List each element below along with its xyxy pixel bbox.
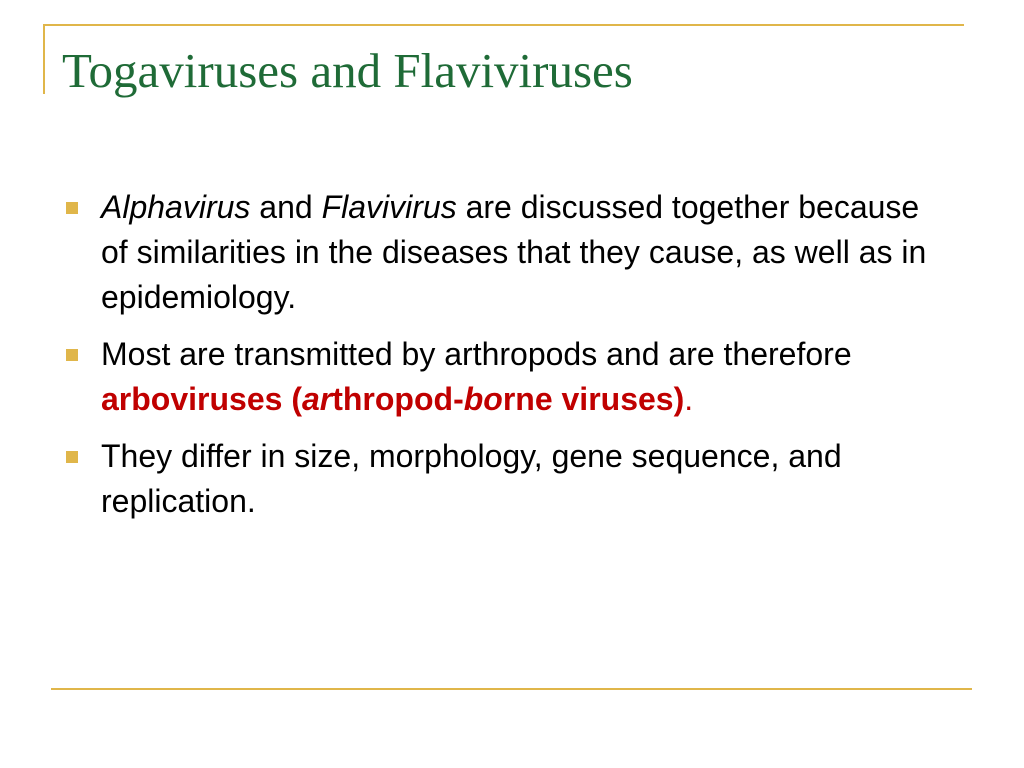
bullet-2-highlight-a: arboviruses ( [101,381,302,417]
bullet-2-period: . [684,381,694,417]
bullet-2-highlight-ar: ar [301,381,333,417]
top-rule [43,24,964,26]
bullet-2-highlight-bo: bo [463,381,503,417]
bullet-item-2 [62,332,952,422]
bullet-1-italic-flavivirus: Flavivirus [321,189,457,225]
bullet-item-3 [62,434,952,524]
slide-title: Togaviruses and Flaviviruses [62,43,633,98]
bullet-3-text: They differ in size, morphology, gene sequence, and replication. [101,438,842,519]
bullet-2-text: Most are transmitted by arthropods and are therefore [101,336,852,372]
bullet-1-italic-alphavirus: Alphavirus [101,189,251,225]
bullet-list [62,185,952,536]
bullet-square-icon [66,202,78,214]
bottom-rule [51,688,972,690]
bullet-2-highlight-b: thropod- [332,381,464,417]
bullet-square-icon [66,349,78,361]
left-rule [43,24,45,94]
bullet-square-icon [66,451,78,463]
bullet-1-text-a: and [250,189,322,225]
bullet-1-text-b: are discussed together because of similarities in the diseases that they cause, as well as in epidemiology. [101,189,927,315]
bullet-2-highlight-c: rne viruses) [502,381,685,417]
bullet-item-1 [62,185,952,320]
